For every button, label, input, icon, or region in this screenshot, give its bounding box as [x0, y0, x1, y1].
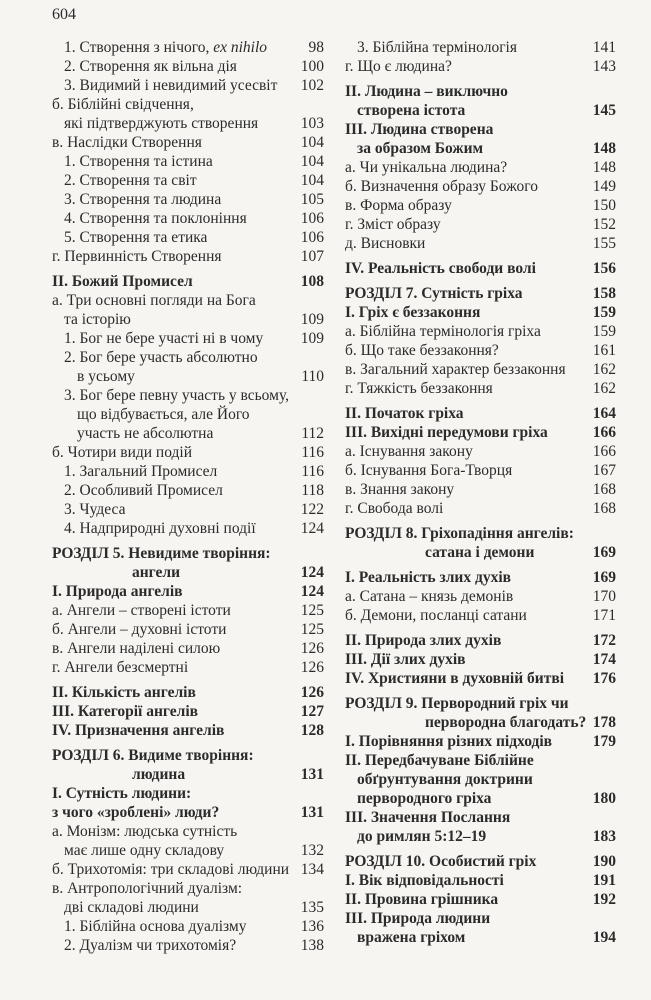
toc-entry-title-line: та історію — [64, 311, 131, 328]
toc-page-number: 149 — [592, 178, 616, 195]
toc-entry — [52, 209, 324, 228]
toc-entry — [52, 76, 324, 95]
toc-entry-title-line: III. Значення Послання — [345, 809, 511, 826]
toc-entry-title-line: III. Дії злих духів — [345, 651, 466, 668]
toc-entry-title-line: РОЗДІЛ 5. Невидиме творіння: — [52, 545, 271, 562]
toc-entry — [52, 171, 324, 190]
toc-entry — [52, 639, 324, 658]
toc-page-number: 159 — [592, 304, 616, 321]
toc-entry — [52, 386, 324, 443]
toc-entry — [345, 322, 616, 341]
toc-entry-title-line: IV. Реальність свободи волі — [345, 260, 536, 277]
toc-column-left — [52, 38, 324, 955]
toc-entry — [52, 190, 324, 209]
toc-entry-title-line: 5. Створення та етика — [64, 229, 208, 246]
toc-entry — [52, 822, 324, 860]
toc-page-number: 98 — [308, 39, 324, 56]
toc-entry-title-line: в. Знання закону — [345, 481, 455, 498]
toc-entry-title-line: 3. Біблійна термінологія — [357, 39, 517, 56]
latin-phrase: ex nihilo — [213, 39, 268, 56]
toc-entry-title-line: 3. Чудеса — [64, 501, 126, 518]
toc-entry-title-line: II. Людина – виключно — [345, 83, 508, 100]
toc-entry-title-line: що відбувається, але Його — [77, 406, 250, 423]
toc-page-number: 191 — [592, 872, 616, 889]
toc-page-number: 180 — [592, 790, 616, 807]
toc-page-number: 102 — [300, 77, 324, 94]
toc-entry-title-line: до римлян 5:12–19 — [357, 828, 487, 845]
toc-entry-title-line: б. Визначення образу Божого — [345, 178, 538, 195]
toc-page-number: 155 — [592, 235, 616, 252]
toc-page-number: 164 — [592, 405, 616, 422]
toc-entry-title-line: в усьому — [77, 368, 135, 385]
toc-entry-title-line: б. Трихотомія: три складові людини — [52, 861, 290, 878]
toc-page-number: 124 — [300, 583, 324, 600]
toc-entry-title-line: д. Висновки — [345, 235, 426, 252]
toc-page-number: 124 — [300, 520, 324, 537]
toc-page-number: 162 — [592, 361, 616, 378]
toc-entry — [52, 152, 324, 171]
toc-entry-title-line: III. Людина створена — [345, 121, 494, 138]
toc-entry-title-line: обґрунтування доктрини — [357, 771, 533, 788]
toc-entry-title-line: а. Сатана – князь демонів — [345, 588, 514, 605]
toc-page-number: 166 — [592, 424, 616, 441]
toc-entry — [345, 303, 616, 322]
toc-entry-title-line: а. Три основні погляди на Бога — [52, 292, 256, 309]
toc-entry-title-line: г. Первинність Створення — [52, 248, 222, 265]
toc-page-number: 159 — [592, 323, 616, 340]
toc-entry — [345, 890, 616, 909]
toc-page-number: 143 — [592, 58, 616, 75]
toc-entry — [345, 650, 616, 669]
toc-page-number: 170 — [592, 588, 616, 605]
toc-entry-title-line: сатана і демони — [425, 544, 535, 561]
toc-entry-title-line: РОЗДІЛ 8. Гріхопадіння ангелів: — [345, 525, 574, 542]
toc-page-number: 161 — [592, 342, 616, 359]
toc-entry-title-line: III. Категорії ангелів — [52, 703, 199, 720]
toc-page-number: 125 — [300, 621, 324, 638]
toc-entry-title-line: б. Що таке беззаконня? — [345, 342, 499, 359]
toc-entry — [345, 808, 616, 846]
toc-entry — [52, 228, 324, 247]
toc-page-number: 138 — [300, 937, 324, 954]
toc-page-number: 167 — [592, 462, 616, 479]
toc-entry-title-line: які підтверджують створення — [64, 115, 259, 132]
toc-page-number: 135 — [300, 899, 324, 916]
toc-page-number: 148 — [592, 140, 616, 157]
toc-entry-title-line: з чого «зроблені» люди? — [52, 804, 220, 821]
toc-entry — [52, 784, 324, 822]
toc-entry-title-line: дві складові людини — [64, 899, 199, 916]
toc-entry-title-line: г. Ангели безсмертні — [52, 659, 189, 676]
toc-entry-title-line: а. Існування закону — [345, 443, 473, 460]
toc-entry-title-line: 3. Створення та людина — [64, 191, 222, 208]
toc-entry-title-line: а. Монізм: людська сутність — [52, 823, 238, 840]
toc-page-number: 171 — [592, 607, 616, 624]
toc-page-number: 168 — [592, 500, 616, 517]
toc-page-number: 156 — [592, 260, 616, 277]
toc-page-number: 169 — [592, 569, 616, 586]
toc-entry-title-line: в. Ангели наділені силою — [52, 640, 221, 657]
toc-entry-title-line: в. Наслідки Створення — [52, 134, 202, 151]
toc-entry-title-line: II. Провина грішника — [345, 891, 499, 908]
toc-page-number: 104 — [300, 153, 324, 170]
toc-entry-title-line: 3. Видимий і невидимий усесвіт — [64, 77, 278, 94]
toc-page-number: 110 — [301, 368, 324, 385]
toc-entry-title-line: РОЗДІЛ 10. Особистий гріх — [345, 853, 537, 870]
toc-entry-title-line: РОЗДІЛ 6. Видиме творіння: — [52, 747, 254, 764]
toc-entry-title-line: 3. Бог бере певну участь у всьому, — [64, 387, 290, 404]
toc-entry-title-line: б. Біблійні свідчення, — [52, 96, 194, 113]
toc-entry — [52, 702, 324, 721]
toc-entry-title-line: IV. Християни в духовній битві — [345, 670, 565, 687]
page-number: 604 — [52, 6, 76, 23]
toc-entry — [52, 329, 324, 348]
toc-page-number: 106 — [300, 229, 324, 246]
toc-page-number: 106 — [300, 210, 324, 227]
toc-entry — [52, 95, 324, 133]
toc-page-number: 131 — [300, 804, 324, 821]
toc-page-number: 192 — [592, 891, 616, 908]
toc-page-number: 176 — [592, 670, 616, 687]
toc-entry-title-line: а. Ангели – створені істоти — [52, 602, 231, 619]
toc-page-number: 141 — [592, 39, 616, 56]
toc-page-number: 126 — [300, 684, 324, 701]
toc-entry-title-line: I. Гріх є беззаконня — [345, 304, 481, 321]
toc-entry-title-line: 2. Бог бере участь абсолютно — [64, 349, 258, 366]
toc-entry — [345, 568, 616, 587]
toc-entry-title-line: б. Демони, посланці сатани — [345, 607, 527, 624]
toc-entry — [345, 120, 616, 158]
toc-entry-title-line: за образом Божим — [357, 140, 484, 157]
toc-entry — [52, 481, 324, 500]
toc-entry-title-line: I. Порівняння різних підходів — [345, 733, 553, 750]
toc-chapter-entry — [345, 524, 616, 562]
toc-entry — [52, 500, 324, 519]
toc-entry — [52, 917, 324, 936]
toc-entry — [345, 423, 616, 442]
toc-page-number: 145 — [592, 102, 616, 119]
toc-entry — [52, 462, 324, 481]
toc-entry-title-line: II. Божий Промисел — [52, 273, 193, 290]
toc-page-number: 126 — [300, 659, 324, 676]
toc-entry — [52, 272, 324, 291]
toc-entry — [345, 404, 616, 423]
toc-entry-title-line: б. Існування Бога-Творця — [345, 462, 513, 479]
toc-entry-title-line: 1. Створення та істина — [64, 153, 213, 170]
toc-page-number: 107 — [300, 248, 324, 265]
toc-entry-title-line: I. Вік відповідальності — [345, 872, 504, 889]
toc-entry — [345, 57, 616, 76]
toc-entry — [52, 683, 324, 702]
toc-entry-title-line: а. Чи унікальна людина? — [345, 159, 508, 176]
toc-page-number: 100 — [300, 58, 324, 75]
toc-entry — [345, 360, 616, 379]
toc-entry — [345, 499, 616, 518]
toc-entry-title-line: г. Тяжкість беззаконня — [345, 380, 493, 397]
toc-page-number: 178 — [592, 714, 616, 731]
toc-entry — [345, 196, 616, 215]
toc-entry-title-line: в. Форма образу — [345, 197, 452, 214]
toc-entry-title-line: I. Сутність людини: — [52, 785, 192, 802]
toc-entry-title-line: III. Природа людини — [345, 910, 491, 927]
toc-entry — [345, 158, 616, 177]
toc-entry — [345, 852, 616, 871]
toc-entry — [345, 82, 616, 120]
toc-page-number: 174 — [592, 651, 616, 668]
toc-page-number: 132 — [300, 842, 324, 859]
toc-entry-title-line: б. Ангели – духовні істоти — [52, 621, 227, 638]
toc-page-number: 122 — [300, 501, 324, 518]
toc-entry — [52, 291, 324, 329]
toc-entry — [52, 658, 324, 677]
toc-entry-title-line: II. Початок гріха — [345, 405, 464, 422]
toc-entry — [345, 177, 616, 196]
toc-entry-title-line: має лише одну складову — [64, 842, 225, 859]
toc-entry-title-line: I. Природа ангелів — [52, 583, 183, 600]
toc-page-number: 128 — [300, 722, 324, 739]
toc-entry — [52, 582, 324, 601]
toc-page-number: 168 — [592, 481, 616, 498]
toc-entry — [345, 215, 616, 234]
toc-entry — [345, 234, 616, 253]
toc-entry-title-line: б. Чотири види подій — [52, 444, 192, 461]
toc-entry-title-line: 2. Особливий Промисел — [64, 482, 223, 499]
toc-entry — [52, 936, 324, 955]
toc-page-number: 127 — [300, 703, 324, 720]
toc-entry-title-line: РОЗДІЛ 9. Первородний гріх чи — [345, 695, 569, 712]
toc-entry-title-line: 1. Біблійна основа дуалізму — [64, 918, 247, 935]
toc-entry-title-line: 2. Створення та світ — [64, 172, 197, 189]
toc-page-number: 108 — [300, 273, 324, 290]
toc-entry-title-line: II. Природа злих духів — [345, 632, 502, 649]
toc-entry — [345, 480, 616, 499]
toc-entry — [52, 348, 324, 386]
toc-page-number: 124 — [300, 564, 324, 581]
toc-entry — [52, 860, 324, 879]
toc-entry — [345, 606, 616, 625]
toc-entry — [345, 284, 616, 303]
toc-page-number: 116 — [301, 463, 324, 480]
toc-entry — [345, 871, 616, 890]
toc-entry-title-line: IV. Призначення ангелів — [52, 722, 225, 739]
toc-entry — [52, 721, 324, 740]
toc-page-number: 158 — [592, 285, 616, 302]
toc-entry-title-line: 4. Створення та поклоніння — [64, 210, 247, 227]
toc-page-number: 190 — [592, 853, 616, 870]
toc-entry — [345, 732, 616, 751]
toc-page-number: 118 — [301, 482, 324, 499]
toc-entry-title-line: 1. Загальний Промисел — [64, 463, 218, 480]
toc-entry — [345, 259, 616, 278]
toc-entry-title-line: г. Зміст образу — [345, 216, 441, 233]
toc-page-number: 109 — [300, 330, 324, 347]
toc-entry — [52, 133, 324, 152]
toc-entry-title-line: людина — [132, 766, 186, 783]
toc-entry — [52, 879, 324, 917]
toc-entry-title-line: ангели — [132, 564, 181, 581]
toc-entry — [345, 631, 616, 650]
toc-page-number: 112 — [301, 425, 324, 442]
toc-entry — [345, 909, 616, 947]
toc-entry-title-line: в. Загальний характер беззаконня — [345, 361, 566, 378]
toc-entry-title-line: 2. Дуалізм чи трихотомія? — [64, 937, 237, 954]
toc-entry — [52, 519, 324, 538]
toc-entry — [52, 57, 324, 76]
toc-entry-title-line: II. Кількість ангелів — [52, 684, 196, 701]
toc-entry — [345, 442, 616, 461]
toc-page-number: 152 — [592, 216, 616, 233]
toc-page-number: 134 — [300, 861, 324, 878]
toc-entry-title-line: 1. Бог не бере участі ні в чому — [64, 330, 264, 347]
toc-page-number: 148 — [592, 159, 616, 176]
toc-entry — [345, 751, 616, 808]
toc-page-number: 116 — [301, 444, 324, 461]
toc-entry — [345, 587, 616, 606]
toc-entry-title-line: а. Біблійна термінологія гріха — [345, 323, 541, 340]
toc-entry-title-line: 2. Створення як вільна дія — [64, 58, 237, 75]
toc-page-number: 150 — [592, 197, 616, 214]
toc-page-number: 136 — [300, 918, 324, 935]
toc-entry-title-line: 1. Створення з нічого, ex nihilo — [64, 39, 268, 56]
toc-page-number: 166 — [592, 443, 616, 460]
toc-entry — [345, 38, 616, 57]
toc-page-number: 179 — [592, 733, 616, 750]
toc-entry-title-line: РОЗДІЛ 7. Сутність гріха — [345, 285, 523, 302]
toc-entry-title-line: первородна благодать? — [425, 714, 587, 731]
toc-page-number: 183 — [592, 828, 616, 845]
toc-entry — [52, 620, 324, 639]
toc-page-number: 104 — [300, 172, 324, 189]
toc-entry — [52, 443, 324, 462]
toc-page-number: 169 — [592, 544, 616, 561]
toc-page-number: 126 — [300, 640, 324, 657]
toc-entry-title-line: вражена гріхом — [357, 929, 466, 946]
toc-page-number: 103 — [300, 115, 324, 132]
toc-page-number: 109 — [300, 311, 324, 328]
toc-entry — [52, 601, 324, 620]
toc-page-number: 104 — [300, 134, 324, 151]
toc-page-number: 162 — [592, 380, 616, 397]
toc-chapter-entry — [345, 694, 616, 732]
toc-entry-title-line: участь не абсолютна — [77, 425, 214, 442]
toc-entry-title-line: створена істота — [357, 102, 466, 119]
toc-entry-title-line: первородного гріха — [357, 790, 492, 807]
toc-entry — [345, 461, 616, 480]
toc-page-number: 125 — [300, 602, 324, 619]
toc-page-number: 172 — [592, 632, 616, 649]
toc-entry — [345, 341, 616, 360]
toc-entry-title-line: 4. Надприродні духовні події — [64, 520, 256, 537]
toc-entry-title-line: г. Свобода волі — [345, 500, 444, 517]
toc-entry-title-line: в. Антропологічний дуалізм: — [52, 880, 243, 897]
toc-entry — [345, 379, 616, 398]
toc-page-number: 194 — [592, 929, 616, 946]
toc-entry-title-line: г. Що є людина? — [345, 58, 452, 75]
toc-page-number: 105 — [300, 191, 324, 208]
toc-entry — [52, 247, 324, 266]
toc-entry-title-line: I. Реальність злих духів — [345, 569, 512, 586]
toc-chapter-entry — [52, 544, 324, 582]
toc-column-right — [345, 38, 616, 947]
toc-entry-title-line: II. Передбачуване Біблійне — [345, 752, 534, 769]
toc-entry — [345, 669, 616, 688]
toc-entry — [52, 38, 324, 57]
toc-entry-title-line: III. Вихідні передумови гріха — [345, 424, 548, 441]
toc-chapter-entry — [52, 746, 324, 784]
toc-page-number: 131 — [300, 766, 324, 783]
